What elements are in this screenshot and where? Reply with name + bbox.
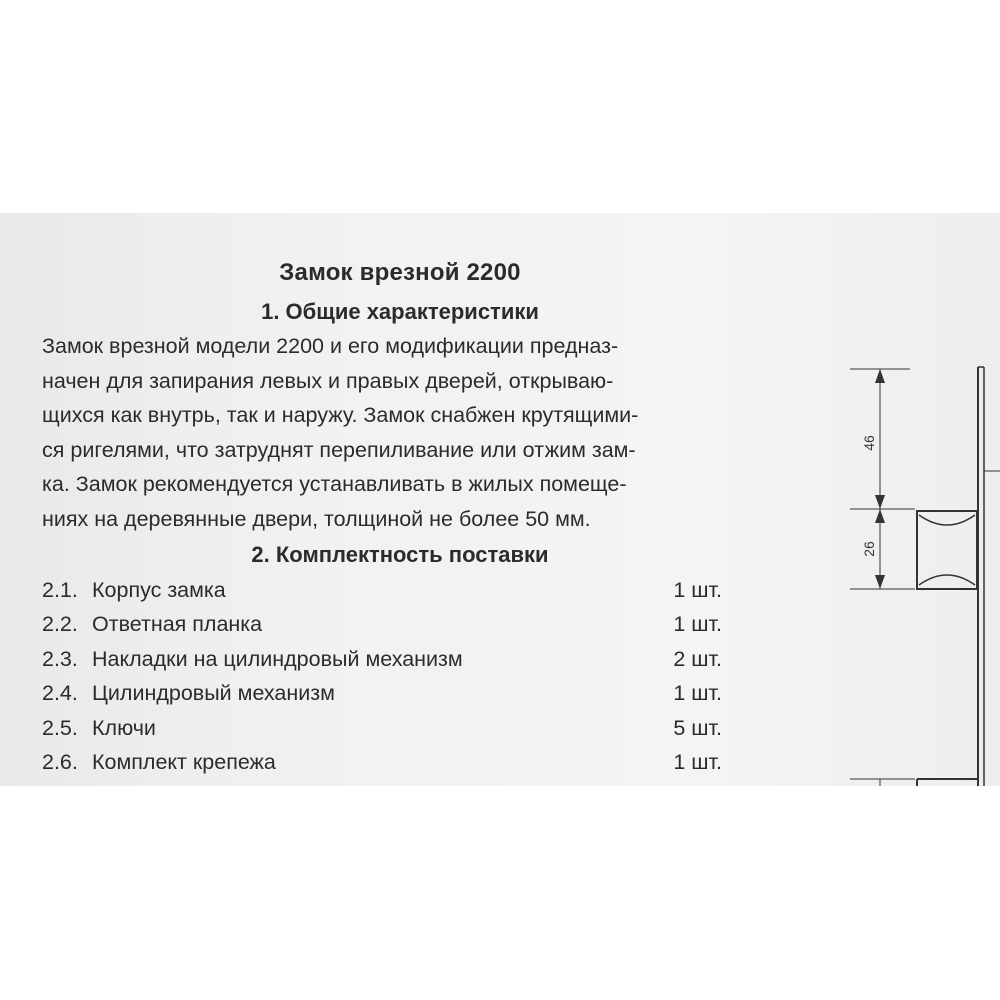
paragraph-line: ся ригелями, что затруднят перепиливание или отжим зам- — [42, 437, 636, 462]
item-number: 2.4. — [42, 681, 78, 706]
list-item — [42, 642, 722, 677]
list-item — [42, 608, 722, 643]
arrow-icon — [875, 495, 885, 509]
arrow-icon — [875, 509, 885, 523]
list-item — [42, 746, 722, 781]
item-quantity: 1 шт. — [673, 681, 722, 706]
item-name: Цилиндровый механизм — [92, 681, 335, 706]
bolt-outline — [917, 511, 977, 589]
item-number: 2.3. — [42, 646, 78, 671]
item-quantity: 1 шт. — [673, 577, 722, 602]
paragraph-line: ниях на деревянные двери, толщиной не более 50 мм. — [42, 506, 591, 531]
item-quantity: 2 шт. — [673, 646, 722, 671]
item-quantity: 1 шт. — [673, 612, 722, 637]
paragraph-line: Замок врезной модели 2200 и его модификации предназ- — [42, 334, 619, 358]
item-name: Ответная планка — [92, 612, 263, 637]
item-name: Ключи — [92, 715, 156, 740]
item-number: 2.5. — [42, 715, 78, 740]
item-name: Комплект крепежа — [92, 750, 276, 775]
section-1-paragraph — [42, 329, 722, 536]
arrow-icon — [875, 575, 885, 589]
dimension-label: 46 — [861, 435, 877, 451]
paragraph-line: начен для запирания левых и правых дверей, открываю- — [42, 368, 614, 393]
package-contents-list — [42, 573, 722, 780]
item-quantity: 5 шт. — [673, 715, 722, 740]
list-item — [42, 677, 722, 712]
dimension-label: 26 — [861, 541, 877, 557]
instruction-sheet — [0, 213, 1000, 786]
section-1-heading: 1. Общие характеристики — [261, 299, 539, 324]
bolt-curve — [919, 575, 975, 585]
bolt-curve — [919, 515, 975, 525]
list-item — [42, 711, 722, 746]
arrow-icon — [875, 369, 885, 383]
lock-dimension-drawing — [820, 343, 1000, 786]
list-item — [42, 573, 722, 608]
item-number: 2.2. — [42, 612, 78, 637]
item-number: 2.1. — [42, 577, 78, 602]
item-quantity: 1 шт. — [673, 750, 722, 775]
section-2-heading: 2. Комплектность поставки — [251, 542, 549, 567]
item-number: 2.6. — [42, 750, 78, 775]
item-name: Накладки на цилиндровый механизм — [92, 646, 463, 671]
paragraph-line: щихся как внутрь, так и наружу. Замок снабжен крутящими- — [42, 403, 639, 427]
document-title: Замок врезной 2200 — [279, 259, 521, 286]
item-name: Корпус замка — [92, 577, 226, 602]
paragraph-line: ка. Замок рекомендуется устанавливать в жилых помеще- — [42, 472, 627, 496]
